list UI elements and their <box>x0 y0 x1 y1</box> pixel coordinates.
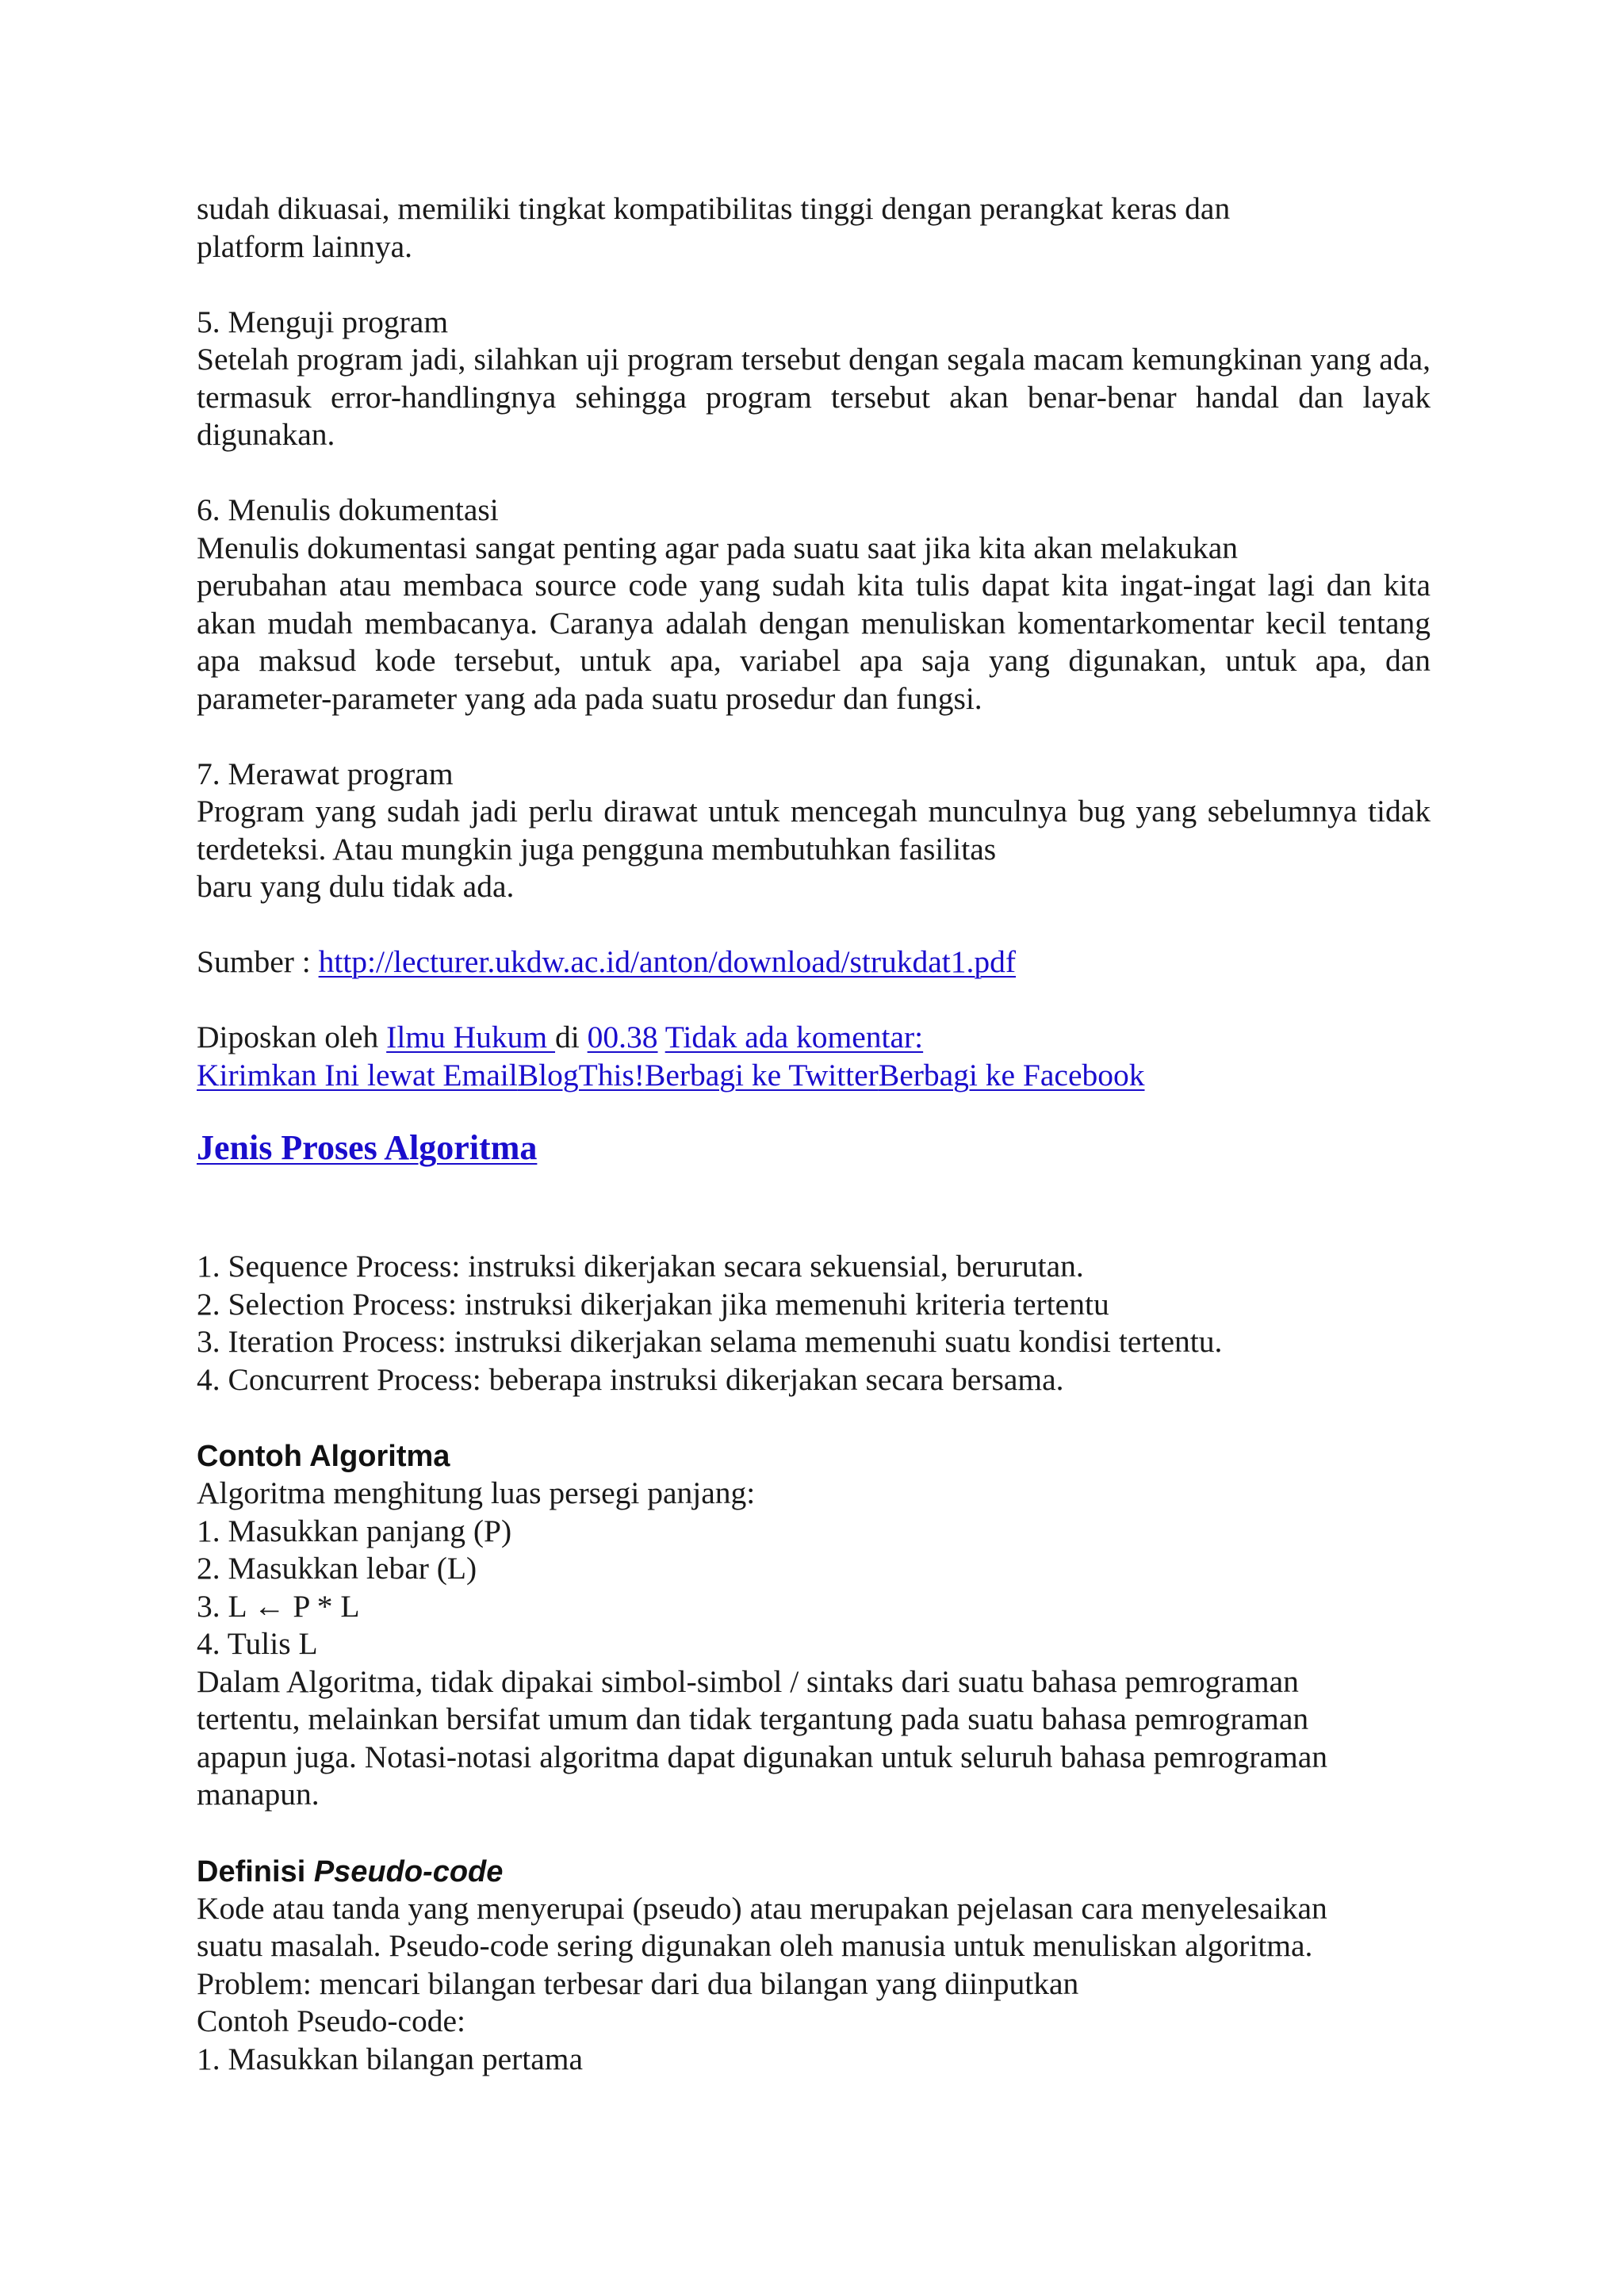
step-body: perubahan atau membaca source code yang sudah kita tulis dapat kita ingat-ingat lagi dan kita akan mudah membacanya. Caranya adalah dengan menuliskan komentarkomentar kecil tentang apa maksud kode tersebut, untuk apa, variabel apa saja yang digunakan, untuk apa, dan parameter-parameter yang ada pada suatu prosedur dan fungsi. <box>197 568 1431 716</box>
posted-by-label: Diposkan oleh <box>197 1020 387 1054</box>
algorithm-step: 4. Tulis L <box>197 1626 318 1661</box>
intro-paragraph <box>197 190 1431 266</box>
comments-link[interactable]: Tidak ada komentar: <box>665 1020 924 1054</box>
post-title-link[interactable]: Jenis Proses Algoritma <box>197 1128 538 1167</box>
share-email-link[interactable]: Kirimkan Ini lewat Email <box>197 1057 518 1093</box>
heading-italic: Pseudo-code <box>313 1854 504 1888</box>
post-title <box>197 1126 1431 1170</box>
document-page <box>197 190 1431 2078</box>
section-heading: Contoh Algoritma <box>197 1440 450 1473</box>
paragraph-line: apapun juga. Notasi-notasi algoritma dapat digunakan untuk seluruh bahasa pemrograman <box>197 1739 1327 1774</box>
source-label: Sumber : <box>197 944 319 979</box>
source-link[interactable]: http://lecturer.ukdw.ac.id/anton/download/strukdat1.pdf <box>318 944 1017 979</box>
algorithm-step: 1. Masukkan panjang (P) <box>197 1513 512 1548</box>
post-meta <box>197 1019 1431 1057</box>
spacer <box>197 1170 1431 1248</box>
paragraph-line: Dalam Algoritma, tidak dipakai simbol-simbol / sintaks dari suatu bahasa pemrograman <box>197 1663 1299 1699</box>
section-intro: Algoritma menghitung luas persegi panjang: <box>197 1475 756 1510</box>
paragraph-line: 1. Masukkan bilangan pertama <box>197 2041 584 2076</box>
spacer <box>197 1094 1431 1126</box>
paragraph-line: Problem: mencari bilangan terbesar dari dua bilangan yang diinputkan <box>197 1965 1079 2001</box>
list-item: 3. Iteration Process: instruksi dikerjakan selama memenuhi suatu kondisi tertentu. <box>197 1324 1223 1359</box>
section-heading <box>197 1854 1431 1890</box>
share-links <box>197 1057 1431 1095</box>
heading-plain: Definisi <box>197 1854 314 1888</box>
step-title: 7. Merawat program <box>197 756 454 791</box>
source-line <box>197 943 1431 982</box>
step-body-line: baru yang dulu tidak ada. <box>197 869 515 904</box>
paragraph-line: suatu masalah. Pseudo-code sering digunakan oleh manusia untuk menuliskan algoritma. <box>197 1928 1313 1963</box>
spacer <box>197 1399 1431 1438</box>
intro-line: sudah dikuasai, memiliki tingkat kompatibilitas tinggi dengan perangkat keras dan <box>197 191 1231 226</box>
intro-line: platform lainnya. <box>197 228 413 264</box>
paragraph-line: Contoh Pseudo-code: <box>197 2003 466 2038</box>
at-label: di <box>555 1020 588 1054</box>
spacer <box>197 454 1431 492</box>
step-body: Setelah program jadi, silahkan uji program tersebut dengan segala macam kemungkinan yang ada, termasuk error-handlingnya sehingga program tersebut akan benar-benar handal dan layak digunakan. <box>197 342 1431 452</box>
step-title: 5. Menguji program <box>197 304 449 339</box>
process-list <box>197 1248 1431 1399</box>
share-blogthis-link[interactable]: BlogThis! <box>517 1057 645 1093</box>
step-title: 6. Menulis dokumentasi <box>197 492 499 527</box>
list-item: 4. Concurrent Process: beberapa instruksi dikerjakan secara bersama. <box>197 1361 1064 1397</box>
timestamp-link[interactable]: 00.38 <box>587 1020 658 1054</box>
paragraph-line: tertentu, melainkan bersifat umum dan tidak tergantung pada suatu bahasa pemrograman <box>197 1701 1309 1736</box>
spacer <box>197 718 1431 756</box>
algorithm-step: 3. L ← P * L <box>197 1588 360 1624</box>
paragraph-line: Kode atau tanda yang menyerupai (pseudo) atau merupakan pejelasan cara menyelesaikan <box>197 1890 1327 1926</box>
share-twitter-link[interactable]: Berbagi ke Twitter <box>644 1057 879 1093</box>
step-body-line: Menulis dokumentasi sangat penting agar pada suatu saat jika kita akan melakukan <box>197 530 1238 565</box>
spacer <box>197 266 1431 304</box>
list-item: 1. Sequence Process: instruksi dikerjakan secara sekuensial, berurutan. <box>197 1249 1084 1284</box>
share-facebook-link[interactable]: Berbagi ke Facebook <box>878 1057 1145 1093</box>
step-body: Program yang sudah jadi perlu dirawat untuk mencegah munculnya bug yang sebelumnya tidak terdeteksi. Atau mungkin juga pengguna membutuhkan fasilitas <box>197 794 1431 867</box>
list-item: 2. Selection Process: instruksi dikerjakan jika memenuhi kriteria tertentu <box>197 1286 1109 1322</box>
paragraph-line: manapun. <box>197 1777 320 1812</box>
spacer-text <box>658 1020 665 1054</box>
spacer <box>197 906 1431 944</box>
spacer <box>197 1814 1431 1854</box>
algorithm-step: 2. Masukkan lebar (L) <box>197 1551 477 1586</box>
spacer <box>197 982 1431 1020</box>
author-link[interactable]: Ilmu Hukum <box>386 1020 556 1054</box>
